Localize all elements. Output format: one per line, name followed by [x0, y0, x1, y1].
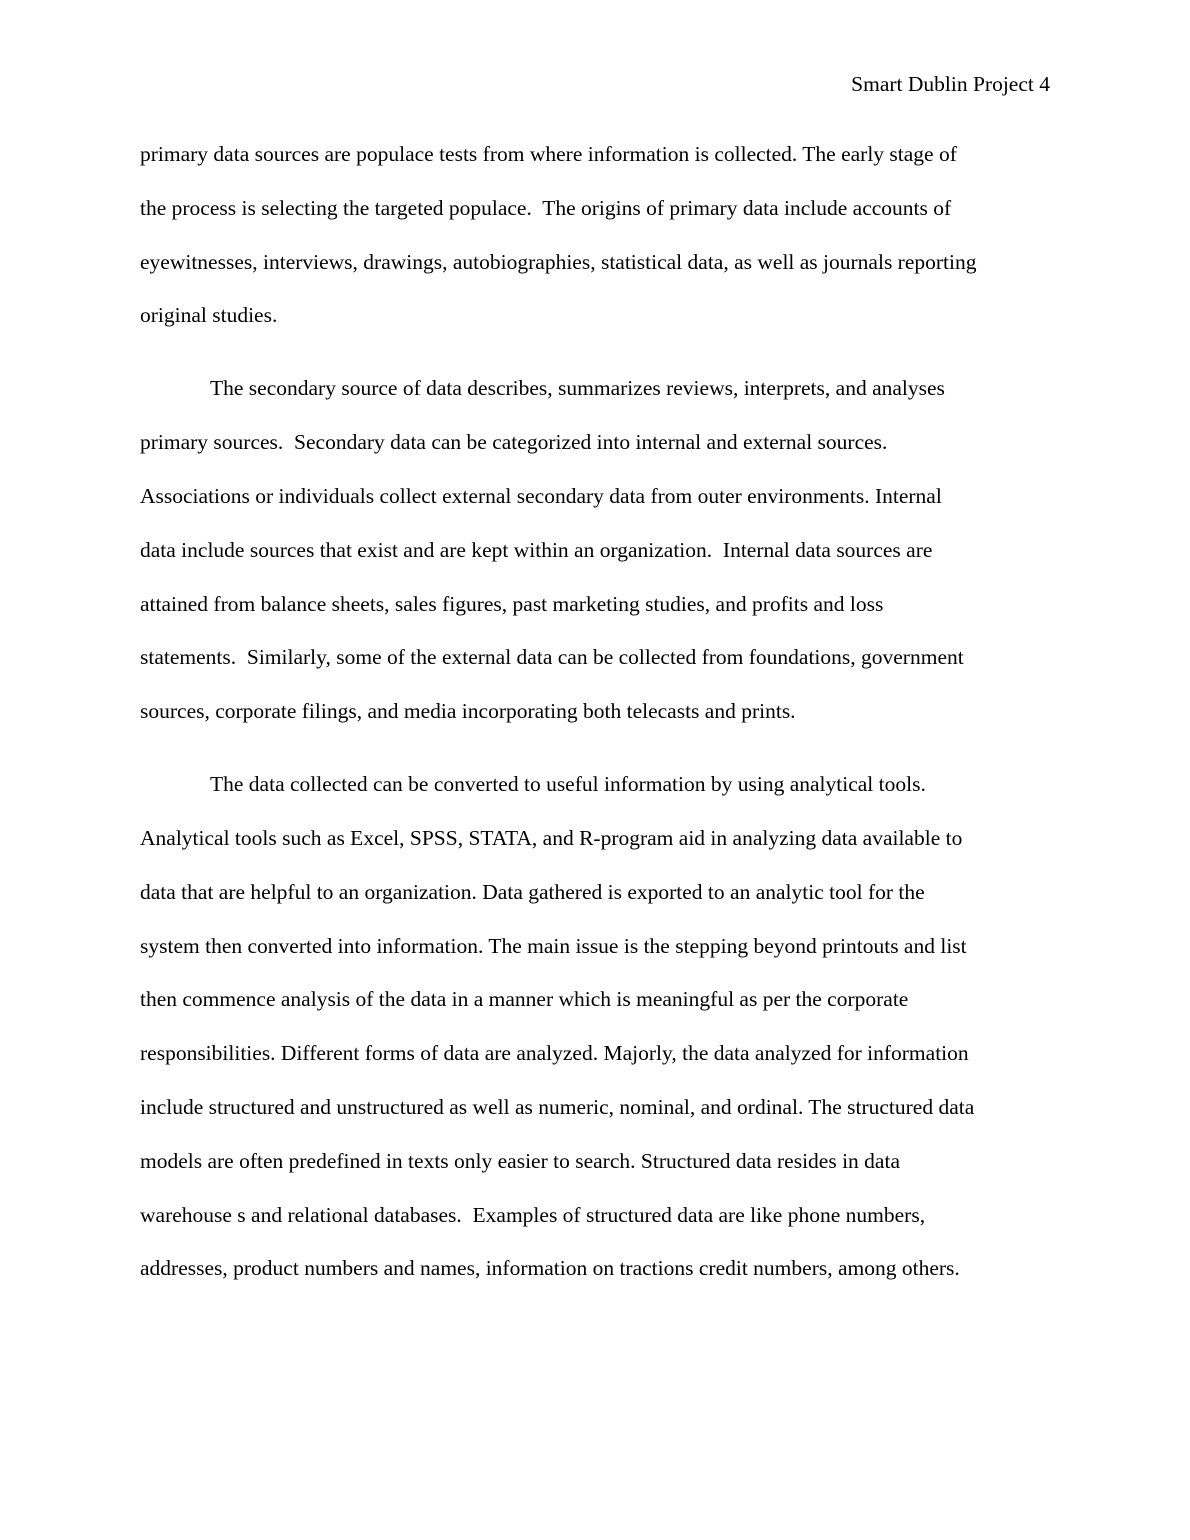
- paragraph: [140, 140, 1060, 374]
- text-line: addresses, product numbers and names, information on tractions credit numbers, among others.: [140, 1256, 960, 1281]
- text-line: The secondary source of data describes, summarizes reviews, interprets, and analyses: [210, 376, 945, 401]
- text-line: then commence analysis of the data in a manner which is meaningful as per the corporate: [140, 987, 909, 1012]
- text-line: include structured and unstructured as well as numeric, nominal, and ordinal. The structured data: [140, 1094, 975, 1119]
- text-line: Analytical tools such as Excel, SPSS, STATA, and R-program aid in analyzing data available to: [140, 825, 963, 850]
- text-line: original studies.: [140, 303, 278, 328]
- running-head: Smart Dublin Project 4: [851, 72, 1050, 96]
- text-line: models are often predefined in texts only easier to search. Structured data resides in data: [140, 1148, 900, 1173]
- text-line: responsibilities. Different forms of data are analyzed. Majorly, the data analyzed for information: [140, 1041, 969, 1066]
- text-line: primary sources. Secondary data can be categorized into internal and external sources.: [140, 430, 888, 455]
- text-line: statements. Similarly, some of the external data can be collected from foundations, government: [140, 645, 964, 670]
- text-line: primary data sources are populace tests from where information is collected. The early stage of: [140, 142, 957, 166]
- text-line: sources, corporate filings, and media incorporating both telecasts and prints.: [140, 699, 796, 724]
- text-line: Associations or individuals collect external secondary data from outer environments. Internal: [140, 483, 942, 508]
- text-line: data that are helpful to an organization. Data gathered is exported to an analytic tool for the: [140, 879, 925, 904]
- text-line: eyewitnesses, interviews, drawings, autobiographies, statistical data, as well as journals reporting: [140, 249, 977, 274]
- text-line: attained from balance sheets, sales figures, past marketing studies, and profits and loss: [140, 591, 884, 616]
- text-line: The data collected can be converted to useful information by using analytical tools.: [210, 772, 926, 797]
- paragraph: [140, 374, 1060, 770]
- text-line: system then converted into information. The main issue is the stepping beyond printouts and list: [140, 933, 967, 958]
- body-text: [140, 140, 1060, 1308]
- paragraph: [140, 770, 1060, 1308]
- text-line: the process is selecting the targeted populace. The origins of primary data include accounts of: [140, 195, 952, 220]
- text-line: data include sources that exist and are kept within an organization. Internal data sources are: [140, 537, 933, 562]
- text-line: warehouse s and relational databases. Examples of structured data are like phone numbers,: [140, 1202, 926, 1227]
